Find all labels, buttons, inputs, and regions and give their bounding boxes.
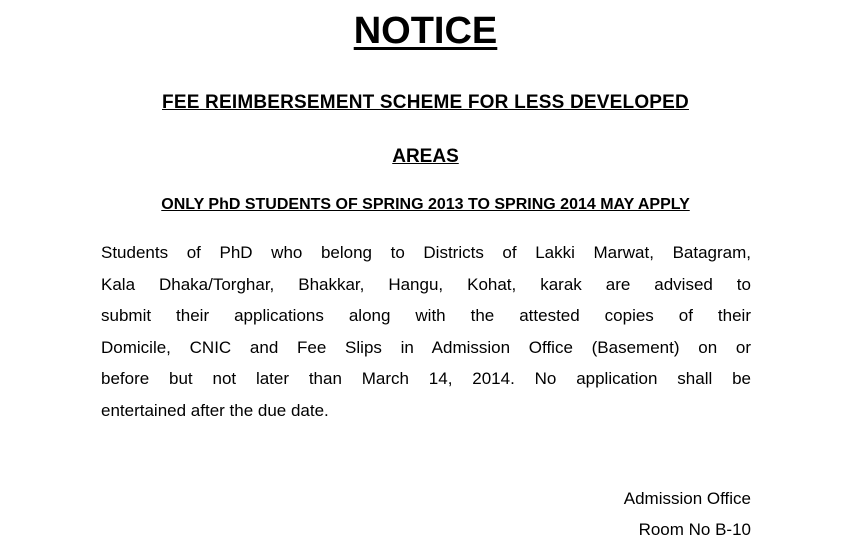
body-line: Students of PhD who belong to Districts of Lakki Marwat, Batagram,: [101, 243, 751, 262]
signature-block: [624, 483, 751, 545]
scheme-heading-line-1: FEE REIMBERSEMENT SCHEME FOR LESS DEVELOPED: [162, 92, 689, 113]
notice-body: [101, 237, 751, 426]
body-line: submit their applications along with the attested copies of their: [101, 306, 751, 325]
body-line: Kala Dhaka/Torghar, Bhakkar, Hangu, Kohat, karak are advised to: [101, 274, 751, 294]
notice-title: NOTICE: [353, 10, 498, 52]
body-line: Domicile, CNIC and Fee Slips in Admission Office (Basement) on or: [101, 337, 751, 357]
eligibility-heading: ONLY PhD STUDENTS OF SPRING 2013 TO SPRING 2014 MAY APPLY: [161, 196, 690, 213]
scheme-heading-line-2: AREAS: [392, 146, 459, 167]
body-line: before but not later than March 14, 2014. No application shall be: [101, 369, 751, 388]
body-line: entertained after the due date.: [101, 400, 329, 420]
signature-room: Room No B-10: [638, 520, 751, 539]
signature-office: Admission Office: [623, 489, 751, 508]
